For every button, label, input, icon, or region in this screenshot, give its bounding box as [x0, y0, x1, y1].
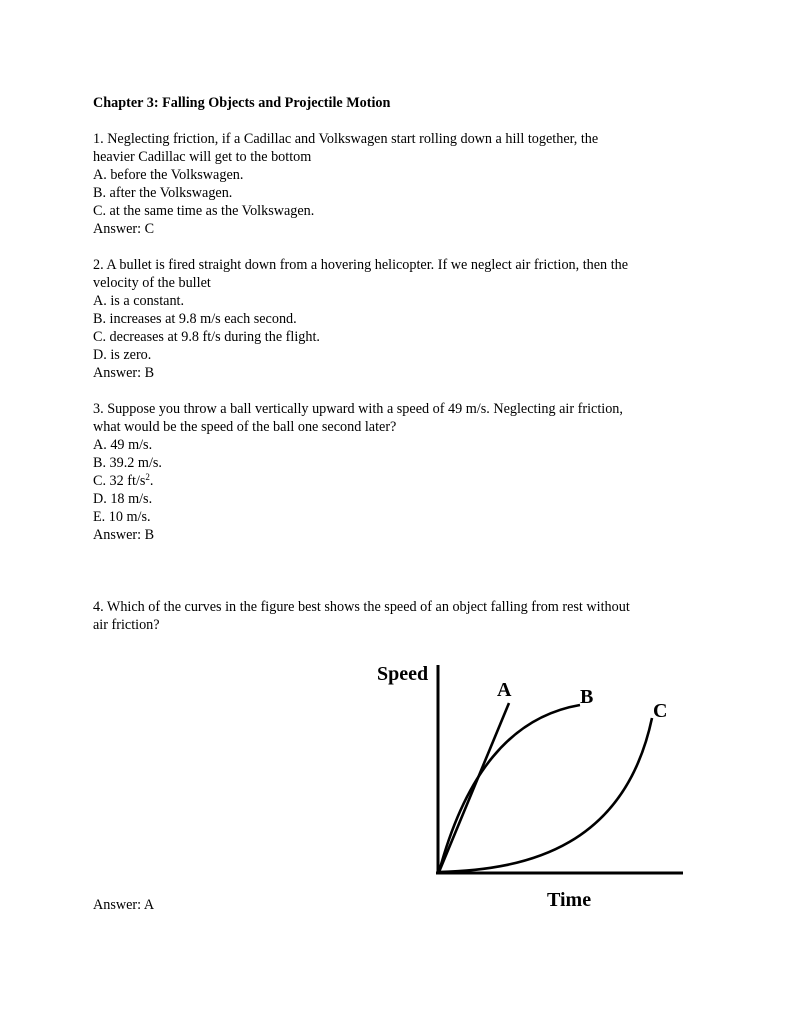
- question-2: [93, 256, 713, 382]
- question-4-text-line-1: 4. Which of the curves in the figure best shows the speed of an object falling from rest without: [93, 599, 630, 615]
- question-2-option-d: D. is zero.: [93, 347, 152, 363]
- question-2-option-c: C. decreases at 9.8 ft/s during the flight.: [93, 329, 320, 345]
- question-3-option-b: B. 39.2 m/s.: [93, 455, 162, 471]
- question-1-option-a: A. before the Volkswagen.: [93, 167, 244, 183]
- question-1-text-line-1: 1. Neglecting friction, if a Cadillac and Volkswagen start rolling down a hill together, the: [93, 131, 599, 147]
- speed-time-graph: [370, 655, 700, 920]
- question-1-option-b: B. after the Volkswagen.: [93, 185, 233, 201]
- question-2-answer: Answer: B: [93, 365, 155, 381]
- worksheet-page: [93, 94, 713, 634]
- speed-time-figure: [370, 655, 700, 920]
- question-4-answer: Answer: A: [93, 897, 155, 913]
- question-3-text-line-2: what would be the speed of the ball one second later?: [93, 419, 397, 435]
- curve-a: [439, 703, 509, 872]
- question-3-option-e: E. 10 m/s.: [93, 509, 151, 525]
- question-3-option-d: D. 18 m/s.: [93, 491, 153, 507]
- question-3-option-c-period: .: [149, 473, 154, 489]
- question-4-text-line-2: air friction?: [93, 617, 160, 633]
- question-1-option-c: C. at the same time as the Volkswagen.: [93, 203, 315, 219]
- question-1: [93, 130, 713, 238]
- question-3-option-a: A. 49 m/s.: [93, 437, 153, 453]
- question-3-answer: Answer: B: [93, 527, 155, 543]
- question-1-text-line-2: heavier Cadillac will get to the bottom: [93, 149, 312, 165]
- question-4: [93, 598, 713, 634]
- curve-a-label: A: [497, 679, 512, 701]
- question-2-option-b: B. increases at 9.8 m/s each second.: [93, 311, 297, 327]
- x-axis-label: Time: [547, 889, 592, 911]
- y-axis-label: Speed: [377, 663, 429, 685]
- question-3-option-c-exponent: 2: [145, 472, 150, 482]
- curve-c-label: C: [653, 700, 668, 722]
- question-1-answer: Answer: C: [93, 221, 155, 237]
- curve-b-label: B: [580, 686, 594, 708]
- question-2-option-a: A. is a constant.: [93, 293, 185, 309]
- question-3-text-line-1: 3. Suppose you throw a ball vertically upward with a speed of 49 m/s. Neglecting air friction,: [93, 401, 623, 417]
- question-3-option-c: [93, 472, 713, 490]
- question-2-text-line-1: 2. A bullet is fired straight down from a hovering helicopter. If we neglect air friction, then the: [93, 257, 629, 273]
- question-2-text-line-2: velocity of the bullet: [93, 275, 211, 291]
- question-3-option-c-text: C. 32 ft/s: [93, 473, 146, 489]
- question-3: [93, 400, 713, 544]
- page-title: Chapter 3: Falling Objects and Projectile Motion: [93, 95, 391, 111]
